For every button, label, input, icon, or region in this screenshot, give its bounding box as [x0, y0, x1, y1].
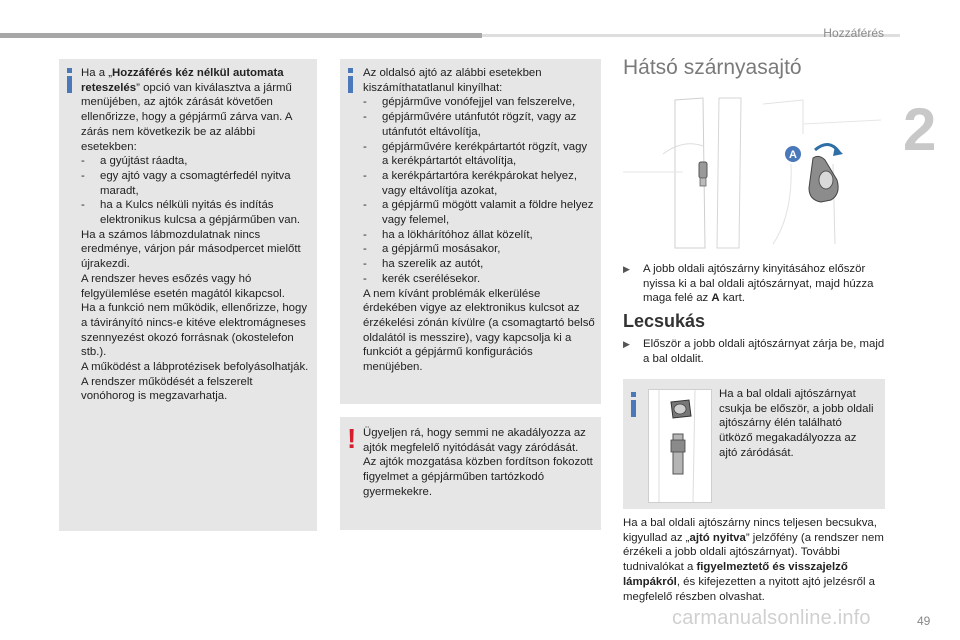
rear-door-illustration	[623, 94, 883, 252]
list-item: - gépjárműve vonófejjel van felszerelve,	[363, 96, 576, 109]
warning-box	[340, 417, 601, 530]
list-item: - kerék cserélésekor.	[363, 272, 481, 285]
bottom-paragraph: Ha a bal oldali ajtószárny nincs teljesen becsukva, kigyullad az „ajtó nyitva” jelzőfény (a rendszer nem érzékeli a jobb oldali ajtószárnyat). További tudnivalókat a figyelmeztető és visszajelző lámpákról, és kifejezetten a nyitott ajtó jelzésről a megfelelő részben olvashat.	[623, 517, 884, 603]
bullet-triangle-icon: ▶	[623, 264, 630, 274]
info-paragraph: A rendszer heves esőzés vagy hó felgyülemlése esetén magától kikapcsol.	[81, 272, 285, 300]
list-item: - gépjárművére utánfutót rögzít, vagy az utánfutót eltávolítja,	[363, 111, 577, 138]
info-paragraph: A nem kívánt problémák elkerülése érdekében vigye az elektronikus kulcsot az érzékelési zónán kívülre (a csomagtartó belső oldalától is messzire), vagy kapcsolja ki a funkciót a gépjármű konfigurációs menüjében.	[363, 287, 595, 374]
info-box-left	[59, 59, 317, 531]
list-item: - ha a Kulcs nélküli nyitás és indítás elektronikus kulcsa a gépjárműben van.	[81, 199, 301, 227]
section-heading: Lecsukás	[623, 311, 706, 331]
list-item: - a kerékpártartóra kerékpárokat helyez, vagy eltávolítja azokat,	[363, 169, 578, 197]
list-item: - egy ajtó vagy a csomagtérfedél nyitva maradt,	[81, 169, 291, 197]
warning-paragraph: Az ajtók mozgatása közben fordítson fokozott figyelmet a gépjárműben tartózkodó gyermekekre.	[363, 456, 593, 498]
info-box-middle	[340, 59, 601, 404]
instruction-bullet: ▶ Először a jobb oldali ajtószárnyat zárja be, majd a bal oldalit.	[623, 338, 885, 365]
page-title: Hátsó szárnyasajtó	[623, 56, 802, 79]
info-paragraph: A működést a lábprotézisek befolyásolhatják.	[81, 361, 309, 374]
door-stop-illustration	[648, 389, 712, 503]
instruction-bullet: ▶ A jobb oldali ajtószárny kinyitásához először nyissa ki a bal oldali ajtószárnyat, majd húzza maga felé az A kart.	[623, 263, 874, 305]
chapter-number: 2	[903, 96, 937, 163]
watermark: carmanualsonline.info	[672, 607, 871, 629]
label-a: A	[789, 149, 797, 161]
info-paragraph: Ha a számos lábmozdulatnak nincs eredménye, várjon pár másodpercet mielőtt újrakezdi.	[81, 228, 301, 271]
page-number: 49	[917, 614, 931, 628]
info-paragraph: Az oldalsó ajtó az alábbi esetekben kiszámíthatatlanul kinyílhat:	[363, 67, 542, 94]
header-bar	[0, 33, 482, 38]
info-paragraph: Ha a bal oldali ajtószárnyat csukja be először, a jobb oldali ajtószárny élén található ütköző megakadályozza az ajtó záródását.	[719, 388, 874, 459]
list-item: - a gyújtást ráadta,	[81, 155, 188, 168]
list-item: - ha a lökhárítóhoz állat közelít,	[363, 228, 533, 241]
info-paragraph: Ha a „Hozzáférés kéz nélkül automata reteszelés” opció van kiválasztva a jármű menüjében, az ajtók zárását követően ellenőrizze, hogy a gépjármű zárva van. A zárás nem következik be az alábbi esetekben:	[81, 67, 292, 153]
list-item: - gépjárművére kerékpártartót rögzít, vagy a kerékpártartót eltávolítja,	[363, 140, 588, 168]
warning-paragraph: Ügyeljen rá, hogy semmi ne akadályozza az ajtók megfelelő nyitódását vagy záródását.	[363, 427, 586, 454]
section-title: Hozzáférés	[823, 26, 884, 40]
warning-icon: !	[347, 423, 357, 454]
info-paragraph: A rendszer működését a felszerelt vonóhorog is megzavarhatja.	[81, 375, 253, 403]
list-item: - a gépjármű mosásakor,	[363, 243, 501, 256]
bullet-triangle-icon: ▶	[623, 339, 630, 349]
list-item: - ha szerelik az autót,	[363, 258, 484, 271]
info-paragraph: Ha a funkció nem működik, ellenőrizze, hogy a távirányító nincs-e kitéve elektromágneses szennyezést okozó forrásnak (okostelefon stb.).	[81, 302, 308, 359]
list-item: - a gépjármű mögött valamit a földre helyez vagy felemel,	[363, 199, 594, 227]
